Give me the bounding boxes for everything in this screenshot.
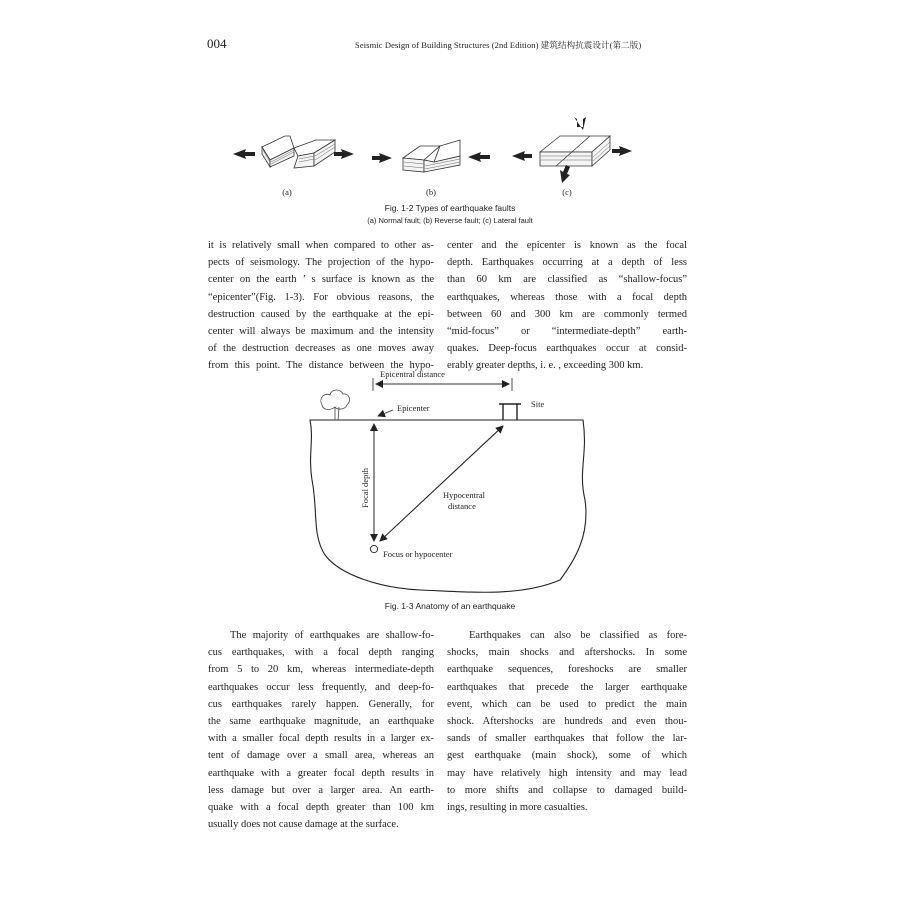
figure-1-2-subcaption: (a) Normal fault; (b) Reverse fault; (c) Lateral fault <box>367 216 533 225</box>
figure-1-3-caption: Fig. 1-3 Anatomy of an earthquake <box>384 601 516 611</box>
text-line: the same earthquake magnitude, an earthquake <box>208 716 434 728</box>
focus-marker <box>370 545 377 552</box>
label-epicentral-distance: Epicentral distance <box>380 369 445 379</box>
text-line: The majority of earthquakes are shallow-fo- <box>230 630 434 641</box>
text-line: quake with a focal depth greater than 100 km <box>208 802 434 814</box>
text-line: center on the earth ’ s surface is known as the <box>208 274 434 286</box>
arrow-right-icon <box>372 153 392 163</box>
text-line: from 5 to 20 km, whereas intermediate-depth <box>208 664 434 676</box>
tree-icon <box>321 390 350 420</box>
arrow-right-icon <box>334 149 354 159</box>
label-hypocentral: Hypocentral <box>443 490 486 500</box>
panel-label-a: (a) <box>282 187 292 197</box>
text-line: depth. Earthquakes occurring at a depth of less <box>447 257 687 269</box>
arrow-down-icon <box>574 117 586 130</box>
text-line: destruction caused by the earthquake at the epi- <box>208 308 434 320</box>
text-line: “epicenter”(Fig. 1-3). For obvious reasons, the <box>208 291 434 303</box>
text-line: center will always be maximum and the intensity <box>208 326 434 338</box>
panel-label-b: (b) <box>426 187 436 197</box>
page-number: 004 <box>207 36 227 51</box>
text-line: Earthquakes can also be classified as fore- <box>469 630 687 641</box>
arrow-up-icon <box>560 165 570 183</box>
label-hypocentral-distance: distance <box>448 501 476 511</box>
text-column-upper-right <box>447 237 687 375</box>
text-line: than 60 km are classified as “shallow-focus” <box>447 274 687 286</box>
epicenter-pointer <box>378 410 393 416</box>
text-line: less damage but over a larger area. An earth- <box>208 784 434 796</box>
fault-diagram-normal <box>233 136 354 168</box>
text-line: quakes. Deep-focus earthquakes occur at consid- <box>447 343 687 355</box>
text-line: earthquake with a greater focal depth results in <box>208 767 434 779</box>
text-line: shocks, main shocks and aftershocks. In some <box>447 647 687 659</box>
figure-1-2-caption: Fig. 1-2 Types of earthquake faults <box>384 203 516 213</box>
text-line: it is relatively small when compared to other as- <box>208 240 434 251</box>
arrow-right-icon <box>612 146 632 156</box>
text-line: earthquakes occur less frequently, and deep-fo- <box>208 681 434 693</box>
text-line: may have relatively high intensity and may lead <box>447 767 687 779</box>
text-line: cus earthquakes, with a focal depth ranging <box>208 647 434 659</box>
label-focus: Focus or hypocenter <box>383 549 453 559</box>
text-line: usually does not cause damage at the surface. <box>208 819 399 831</box>
text-line: event, which can be used to predict the main <box>447 698 687 710</box>
text-line: between 60 and 300 km are commonly termed <box>447 308 687 320</box>
text-column-lower-right <box>447 627 687 816</box>
text-line: sands of smaller earthquakes that follow the lar- <box>447 733 687 745</box>
text-line: earthquake sequences, foreshocks are smaller <box>447 664 687 676</box>
text-line: of the destruction decreases as one moves away <box>208 343 434 355</box>
text-line: to more shifts and collapse to damaged build- <box>447 784 687 796</box>
fault-diagram-lateral <box>512 117 632 183</box>
text-line: shock. Aftershocks are hundreds and even thou- <box>447 716 687 728</box>
text-line: center and the epicenter is known as the focal <box>447 240 687 251</box>
running-title: Seismic Design of Building Structures (2nd Edition) 建筑结构抗震设计(第二版) <box>355 40 642 50</box>
text-line: earthquakes, whereas those with a focal depth <box>447 291 687 303</box>
arrow-left-icon <box>468 152 490 162</box>
text-line: gest earthquake (main shock), some of which <box>447 750 687 762</box>
text-line: with a smaller focal depth results in a larger ex- <box>208 733 434 745</box>
text-line: ings, resulting in more casualties. <box>447 802 588 814</box>
label-epicenter: Epicenter <box>397 403 430 413</box>
text-column-lower-left <box>208 627 434 833</box>
site-structure-icon <box>499 404 521 420</box>
text-line: from this point. The distance between the hypo- <box>208 360 434 372</box>
text-line: cus earthquakes rarely happen. Generally, for <box>208 698 434 710</box>
text-line: pects of seismology. The projection of the hypo- <box>208 257 434 269</box>
fault-diagram-reverse <box>372 140 490 172</box>
text-line: tent of damage over a small area, whereas an <box>208 750 434 762</box>
panel-label-c: (c) <box>562 187 572 197</box>
text-column-upper-left <box>208 237 434 375</box>
text-line: “mid-focus” or “intermediate-depth” earth- <box>447 326 687 338</box>
text-line: earthquakes that precede the larger earthquake <box>447 681 687 693</box>
arrow-left-icon <box>233 149 255 159</box>
earthquake-anatomy-diagram <box>310 378 586 592</box>
text-line: erably greater depths, i. e. , exceeding 300 km. <box>447 360 644 372</box>
label-focal-depth: Focal depth <box>360 468 370 508</box>
arrow-left-icon <box>512 151 532 161</box>
label-site: Site <box>531 399 545 409</box>
